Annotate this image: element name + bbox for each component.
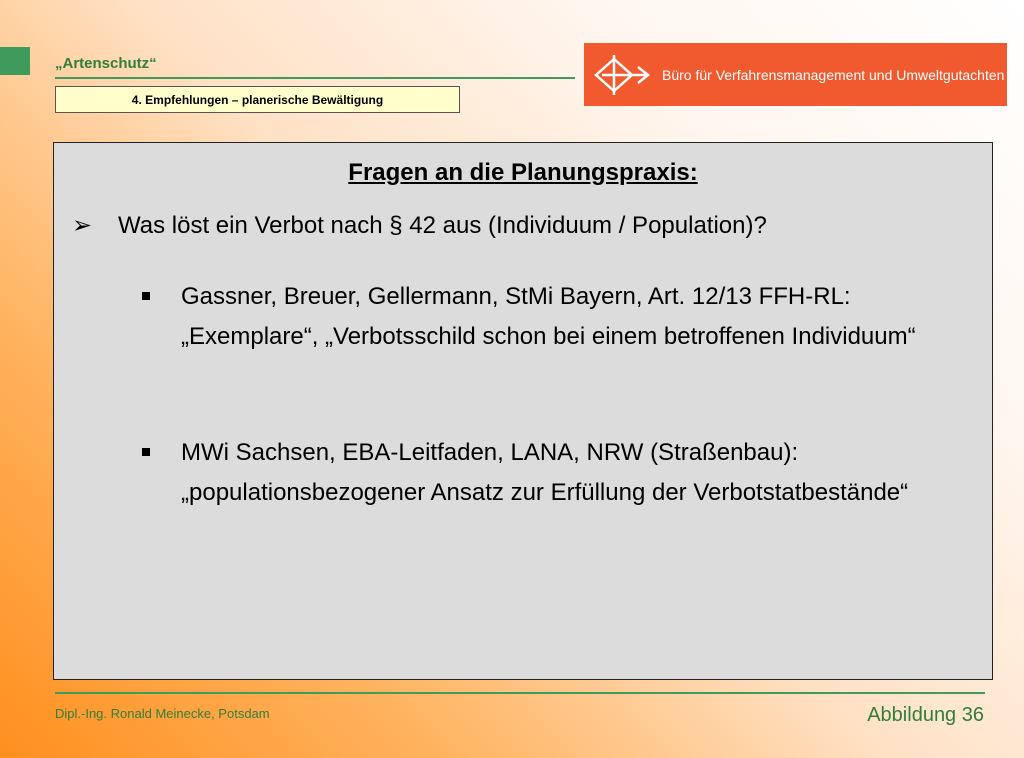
sub-point bbox=[139, 277, 979, 357]
company-logo bbox=[584, 43, 1007, 106]
square-bullet-icon bbox=[142, 448, 150, 456]
sub-point-text: Gassner, Breuer, Gellermann, StMi Bayern, Art. 12/13 FFH-RL: „Exemplare“, „Verbotsschild schon bei einem betroffenen Individuum“ bbox=[181, 283, 916, 350]
section-label: 4. Empfehlungen – planerische Bewältigung bbox=[55, 86, 460, 113]
content-heading: Fragen an die Planungspraxis: bbox=[348, 159, 698, 186]
green-marker bbox=[0, 47, 30, 75]
sub-point bbox=[139, 433, 979, 513]
page-title: „Artenschutz“ bbox=[55, 55, 157, 72]
main-point-text: Was löst ein Verbot nach § 42 aus (Individuum / Population)? bbox=[118, 212, 767, 239]
header-divider bbox=[55, 77, 575, 79]
main-point bbox=[72, 211, 767, 240]
footer-author: Dipl.-Ing. Ronald Meinecke, Potsdam bbox=[55, 706, 270, 721]
sub-point-text: MWi Sachsen, EBA-Leitfaden, LANA, NRW (Straßenbau): „populationsbezogener Ansatz zur Erfüllung der Verbotstatbestände“ bbox=[181, 439, 909, 506]
arrow-bullet-icon: ➢ bbox=[72, 212, 93, 239]
footer-divider bbox=[55, 692, 985, 694]
logo-text: Büro für Verfahrensmanagement und Umweltgutachten bbox=[662, 66, 1005, 83]
content-panel bbox=[53, 142, 993, 680]
figure-number: Abbildung 36 bbox=[867, 704, 984, 726]
square-bullet-icon bbox=[142, 292, 150, 300]
logo-symbol-icon bbox=[592, 49, 652, 101]
